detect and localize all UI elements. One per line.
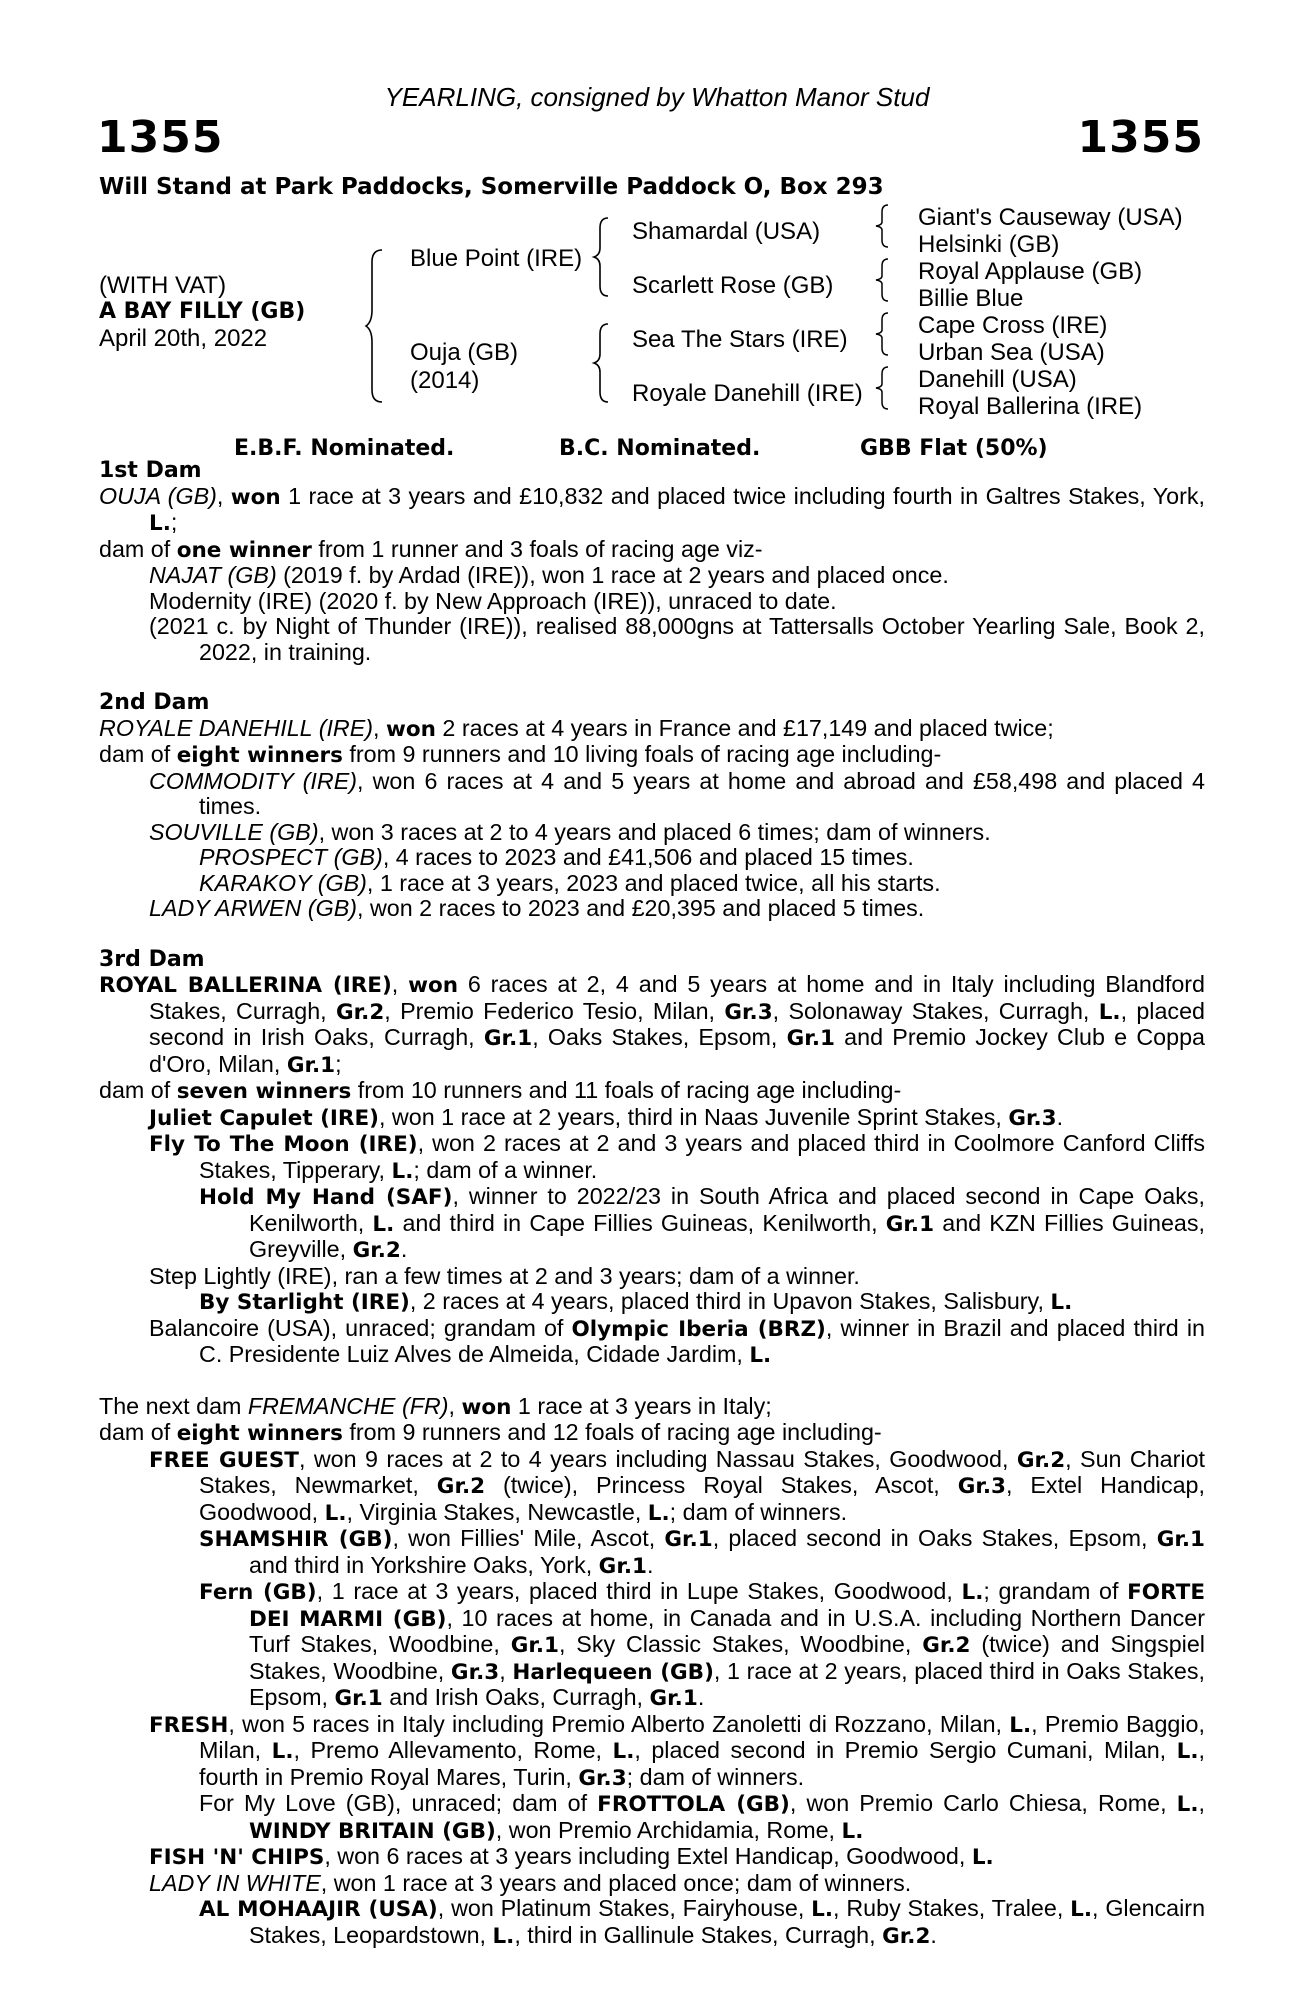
dam-record: OUJA (GB), won 1 race at 3 years and £10,832 and placed twice including fourth in Galtres Stakes, York, L.; xyxy=(99,482,1206,536)
consignment-line: YEARLING, consigned by Whatton Manor Stud xyxy=(384,82,930,112)
pedigree-sd-sire: Royal Applause (GB) xyxy=(918,258,1143,285)
section-second-dam: 2nd Dam xyxy=(99,690,210,715)
pedigree-dd-sire: Danehill (USA) xyxy=(918,366,1077,393)
list-item: COMMODITY (IRE), won 6 races at 4 and 5 years at home and abroad and £58,498 and placed 4 times. xyxy=(149,767,1205,819)
list-item: By Starlight (IRE), 2 races at 4 years, placed third in Upavon Stakes, Salisbury, L. xyxy=(199,1288,1073,1315)
section-third-dam: 3rd Dam xyxy=(99,946,205,972)
foaling-date: April 20th, 2022 xyxy=(99,325,268,352)
pedigree-bracket-sd xyxy=(876,257,894,303)
stand-location: Will Stand at Park Paddocks, Somerville Paddock O, Box 293 xyxy=(99,174,884,200)
dam-produce-summary: dam of one winner from 1 runner and 3 foals of racing age viz- xyxy=(99,535,763,563)
pedigree-sire-dam: Scarlett Rose (GB) xyxy=(632,272,834,299)
pedigree-ds-dam: Urban Sea (USA) xyxy=(918,339,1105,366)
list-item: PROSPECT (GB), 4 races to 2023 and £41,506 and placed 15 times. xyxy=(199,844,914,870)
ebf-nomination: E.B.F. Nominated. xyxy=(234,436,455,461)
list-item: Juliet Capulet (IRE), won 1 race at 2 years, third in Naas Juvenile Sprint Stakes, Gr.3. xyxy=(149,1103,1064,1131)
list-item: Balancoire (USA), unraced; grandam of Olympic Iberia (BRZ), winner in Brazil and placed third in C. Presidente Luiz Alves de Almeida, Cidade Jardim, L. xyxy=(149,1314,1205,1368)
list-item: AL MOHAAJIR (USA), won Platinum Stakes, Fairyhouse, L., Ruby Stakes, Tralee, L., Glencairn Stakes, Leopardstown, L., third in Gallinule Stakes, Curragh, Gr.2. xyxy=(199,1895,1206,1949)
next-dam-produce-summary: dam of eight winners from 9 runners and 12 foals of racing age including- xyxy=(99,1419,882,1446)
pedigree-sd-dam: Billie Blue xyxy=(918,285,1024,312)
list-item: LADY IN WHITE, won 1 race at 3 years and placed once; dam of winners. xyxy=(149,1869,912,1896)
list-item: NAJAT (GB) (2019 f. by Ardad (IRE)), won 1 race at 2 years and placed once. xyxy=(149,562,949,588)
pedigree-bracket-gen1 xyxy=(366,246,396,406)
pedigree-bracket-dam xyxy=(594,322,614,404)
list-item: Fern (GB), 1 race at 3 years, placed third in Lupe Stakes, Goodwood, L.; grandam of FORTE DEI MARMI (GB), 10 races at home, in Canada and in U.S.A. including Northern Dancer Turf Stakes, Woodbine, Gr.1, Sky Classic Stakes, Woodbine, Gr.2 (twice) and Singspiel Stakes, Woodbine, Gr.3, Harlequeen (GB), 1 race at 2 years, placed third in Oaks Stakes, Epsom, Gr.1 and Irish Oaks, Curragh, Gr.1. xyxy=(199,1578,1206,1711)
pedigree-sire-sire: Shamardal (USA) xyxy=(632,218,821,245)
pedigree-bracket-sire xyxy=(594,216,614,298)
pedigree-bracket-dd xyxy=(876,365,894,411)
pedigree-dam-year: (2014) xyxy=(410,367,480,394)
pedigree-dam-dam: Royale Danehill (IRE) xyxy=(632,380,863,407)
pedigree-sire: Blue Point (IRE) xyxy=(410,245,583,272)
list-item: For My Love (GB), unraced; dam of FROTTOLA (GB), won Premio Carlo Chiesa, Rome, L., WINDY BRITAIN (GB), won Premio Archidamia, Rome, L. xyxy=(199,1790,1206,1844)
pedigree-dd-dam: Royal Ballerina (IRE) xyxy=(918,393,1143,420)
section-first-dam: 1st Dam xyxy=(99,458,202,483)
pedigree-bracket-ss xyxy=(876,203,894,249)
pedigree-dam: Ouja (GB) xyxy=(410,339,519,366)
list-item: FISH 'N' CHIPS, won 6 races at 3 years including Extel Handicap, Goodwood, L. xyxy=(149,1843,994,1870)
list-item: (2021 c. by Night of Thunder (IRE)), realised 88,000gns at Tattersalls October Yearling Sale, Book 2, 2022, in training. xyxy=(149,613,1205,665)
list-item: Hold My Hand (SAF), winner to 2022/23 in South Africa and placed second in Cape Oaks, Kenilworth, L. and third in Cape Fillies Guineas, Kenilworth, Gr.1 and KZN Fillies Guineas, Greyville, Gr.2. xyxy=(199,1183,1206,1263)
lot-number-left: 1355 xyxy=(97,112,224,163)
list-item: FREE GUEST, won 9 races at 2 to 4 years including Nassau Stakes, Goodwood, Gr.2, Sun Chariot Stakes, Newmarket, Gr.2 (twice), Princess Royal Stakes, Ascot, Gr.3, Extel Handicap, Goodwood, L., Virginia Stakes, Newcastle, L.; dam of winners. xyxy=(149,1445,1205,1526)
lot-number-right: 1355 xyxy=(1077,112,1204,163)
third-dam-produce-summary: dam of seven winners from 10 runners and 11 foals of racing age including- xyxy=(99,1077,902,1104)
list-item: SHAMSHIR (GB), won Fillies' Mile, Ascot, Gr.1, placed second in Oaks Stakes, Epsom, Gr.1 and third in Yorkshire Oaks, York, Gr.1. xyxy=(199,1525,1205,1579)
bc-nomination: B.C. Nominated. xyxy=(559,436,761,461)
pedigree-dam-sire: Sea The Stars (IRE) xyxy=(632,326,848,353)
second-dam-record: ROYALE DANEHILL (IRE), won 2 races at 4 years in France and £17,149 and placed twice; xyxy=(99,714,1054,742)
next-dam-record: The next dam FREMANCHE (FR), won 1 race at 3 years in Italy; xyxy=(99,1392,772,1420)
second-dam-produce-summary: dam of eight winners from 9 runners and 10 living foals of racing age including- xyxy=(99,741,942,768)
pedigree-ss-sire: Giant's Causeway (USA) xyxy=(918,204,1183,231)
list-item: Modernity (IRE) (2020 f. by New Approach (IRE)), unraced to date. xyxy=(149,587,837,614)
vat-note: (WITH VAT) xyxy=(99,272,227,299)
pedigree-notes xyxy=(99,458,1205,1949)
list-item: SOUVILLE (GB), won 3 races at 2 to 4 years and placed 6 times; dam of winners. xyxy=(149,818,991,845)
pedigree-ds-sire: Cape Cross (IRE) xyxy=(918,312,1108,339)
list-item: LADY ARWEN (GB), won 2 races to 2023 and £20,395 and placed 5 times. xyxy=(149,895,925,921)
third-dam-record: ROYAL BALLERINA (IRE), won 6 races at 2, 4 and 5 years at home and in Italy including Blandford Stakes, Curragh, Gr.2, Premio Federico Tesio, Milan, Gr.3, Solonaway Stakes, Curragh, L., placed second in Irish Oaks, Curragh, Gr.1, Oaks Stakes, Epsom, Gr.1 and Premio Jockey Club e Coppa d'Oro, Milan, Gr.1; xyxy=(99,971,1205,1078)
list-item: KARAKOY (GB), 1 race at 3 years, 2023 and placed twice, all his starts. xyxy=(199,869,941,896)
horse-name: A BAY FILLY (GB) xyxy=(99,299,306,324)
list-item: FRESH, won 5 races in Italy including Premio Alberto Zanoletti di Rozzano, Milan, L., Premio Baggio, Milan, L., Premo Allevamento, Rome, L., placed second in Premio Sergio Cumani, Milan, L., fourth in Premio Royal Mares, Turin, Gr.3; dam of winners. xyxy=(149,1710,1205,1791)
list-item: Step Lightly (IRE), ran a few times at 2 and 3 years; dam of a winner. xyxy=(149,1262,860,1289)
pedigree-ss-dam: Helsinki (GB) xyxy=(918,231,1060,258)
gbb-flat: GBB Flat (50%) xyxy=(860,436,1048,461)
list-item: Fly To The Moon (IRE), won 2 races at 2 and 3 years and placed third in Coolmore Canford Cliffs Stakes, Tipperary, L.; dam of a winner. xyxy=(149,1130,1205,1184)
pedigree-bracket-ds xyxy=(876,311,894,357)
